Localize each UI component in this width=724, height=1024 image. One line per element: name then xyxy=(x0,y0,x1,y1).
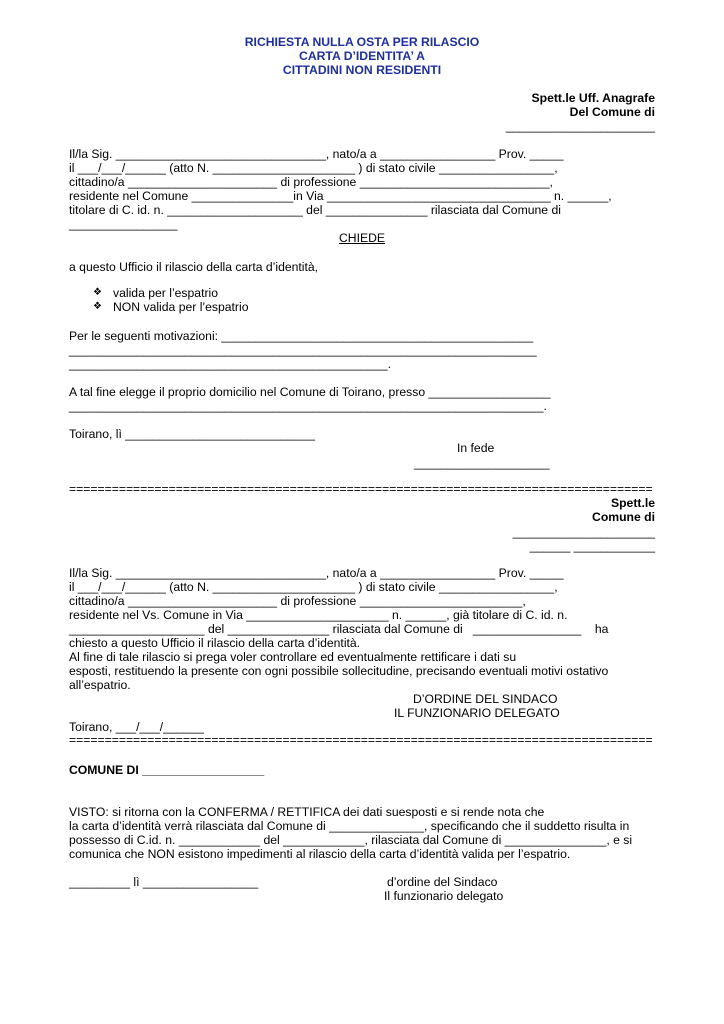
comune-di-heading: COMUNE DI __________________ xyxy=(69,763,265,777)
reply-del-line: ____________________ del _______________ rilasciata dal Comune di ________________ ha xyxy=(69,622,609,636)
option-valida: valida per l’espatrio xyxy=(113,286,219,300)
request-ufficio-text: a questo Ufficio il rilascio della carta d’identità, xyxy=(69,260,319,274)
request-line-1: Il/la Sig. _______________________________, nato/a a _________________ Prov. _____ xyxy=(69,147,564,161)
diamond-bullet-icon: ❖ xyxy=(93,287,102,298)
motivazioni-line-3: _______________________________________________. xyxy=(69,357,391,371)
motivazioni-line-2: _____________________________________________________________________ xyxy=(69,343,537,357)
motivazioni-line-1: Per le seguenti motivazioni: ______________________________________________ xyxy=(69,329,534,343)
reply-toirano-date: Toirano, ___/___/______ xyxy=(69,720,204,734)
in-fede-label: In fede xyxy=(457,441,495,455)
reply-line-3: cittadino/a ______________________ di professione ________________________, xyxy=(69,594,526,608)
chiede-heading: CHIEDE xyxy=(338,231,386,245)
document-title-line-3: CITTADINI NON RESIDENTI xyxy=(282,63,442,77)
reply-comune-line-1: _____________________ xyxy=(512,525,655,539)
document-title-line-2: CARTA D’IDENTITA’ A xyxy=(299,49,425,63)
confirm-date-line: _________ lì _________________ xyxy=(69,875,259,889)
reply-ordine-sindaco: D’ORDINE DEL SINDACO xyxy=(413,692,558,706)
visto-line-1: VISTO: si ritorna con la CONFERMA / RETTIFICA dei dati suesposti e si rende nota che xyxy=(69,805,545,819)
reply-comune-line-2: ______ ____________ xyxy=(529,539,655,553)
reply-residente-line: residente nel Vs. Comune in Via _____________________ n. ______, già titolare di C. id. n. xyxy=(69,608,568,622)
reply-line-1: Il/la Sig. _______________________________, nato/a a _________________ Prov. _____ xyxy=(69,566,564,580)
reply-comune-di: Comune di xyxy=(592,510,655,524)
domicilio-line-2: ______________________________________________________________________. xyxy=(69,399,547,413)
recipient-comune-line: ______________________ xyxy=(505,119,655,133)
request-line-3: cittadino/a ______________________ di professione ____________________________, xyxy=(69,175,553,189)
recipient-comune: Del Comune di xyxy=(569,105,655,119)
visto-line-4: comunica che NON esistono impedimenti al rilascio della carta d’identità valida per l’espatrio. xyxy=(69,847,571,861)
request-line-6: ________________ xyxy=(69,217,178,231)
separator-line: ================================================================================== xyxy=(69,482,653,496)
diamond-bullet-icon: ❖ xyxy=(93,301,102,312)
luogo-data-line: Toirano, lì ____________________________ xyxy=(69,427,316,441)
reply-fine-line-2: esposti, restituendo la presente con ogni possibile sollecitudine, precisando eventuali motivi ostativo xyxy=(69,664,609,678)
reply-chiesto-line: chiesto a questo Ufficio il rilascio della carta d’identità. xyxy=(69,636,361,650)
signature-line: ____________________ xyxy=(414,456,550,470)
request-line-4: residente nel Comune _______________in Via _________________________________ n. ______, xyxy=(69,189,612,203)
option-non-valida: NON valida per l’espatrio xyxy=(113,300,249,314)
reply-funzionario: IL FUNZIONARIO DELEGATO xyxy=(394,706,560,720)
visto-line-3: possesso di C.id. n. ____________ del ____________, rilasciata dal Comune di _______________, e si xyxy=(69,833,633,847)
reply-fine-line-1: Al fine di tale rilascio si prega voler controllare ed eventualmente rettificare i dati su xyxy=(69,650,517,664)
separator-line: ================================================================================== xyxy=(69,733,653,747)
reply-fine-line-3: all’espatrio. xyxy=(69,678,131,692)
confirm-funzionario: Il funzionario delegato xyxy=(384,889,504,903)
visto-line-2: la carta d’identità verrà rilasciata dal Comune di ______________, specificando che il suddetto risulta in xyxy=(69,819,630,833)
request-line-2: il ___/___/______ (atto N. _____________________ ) di stato civile _________________, xyxy=(69,161,558,175)
domicilio-line-1: A tal fine elegge il proprio domicilio nel Comune di Toirano, presso __________________ xyxy=(69,385,551,399)
recipient-office: Spett.le Uff. Anagrafe xyxy=(531,91,655,105)
reply-line-2: il ___/___/______ (atto N. _____________________ ) di stato civile _________________, xyxy=(69,580,558,594)
request-line-5: titolare di C. id. n. ____________________ del _______________ rilasciata dal Comune di xyxy=(69,203,561,217)
reply-spett: Spett.le xyxy=(610,496,655,510)
document-title-line-1: RICHIESTA NULLA OSTA PER RILASCIO xyxy=(244,35,480,49)
confirm-ordine-sindaco: d’ordine del Sindaco xyxy=(387,875,498,889)
